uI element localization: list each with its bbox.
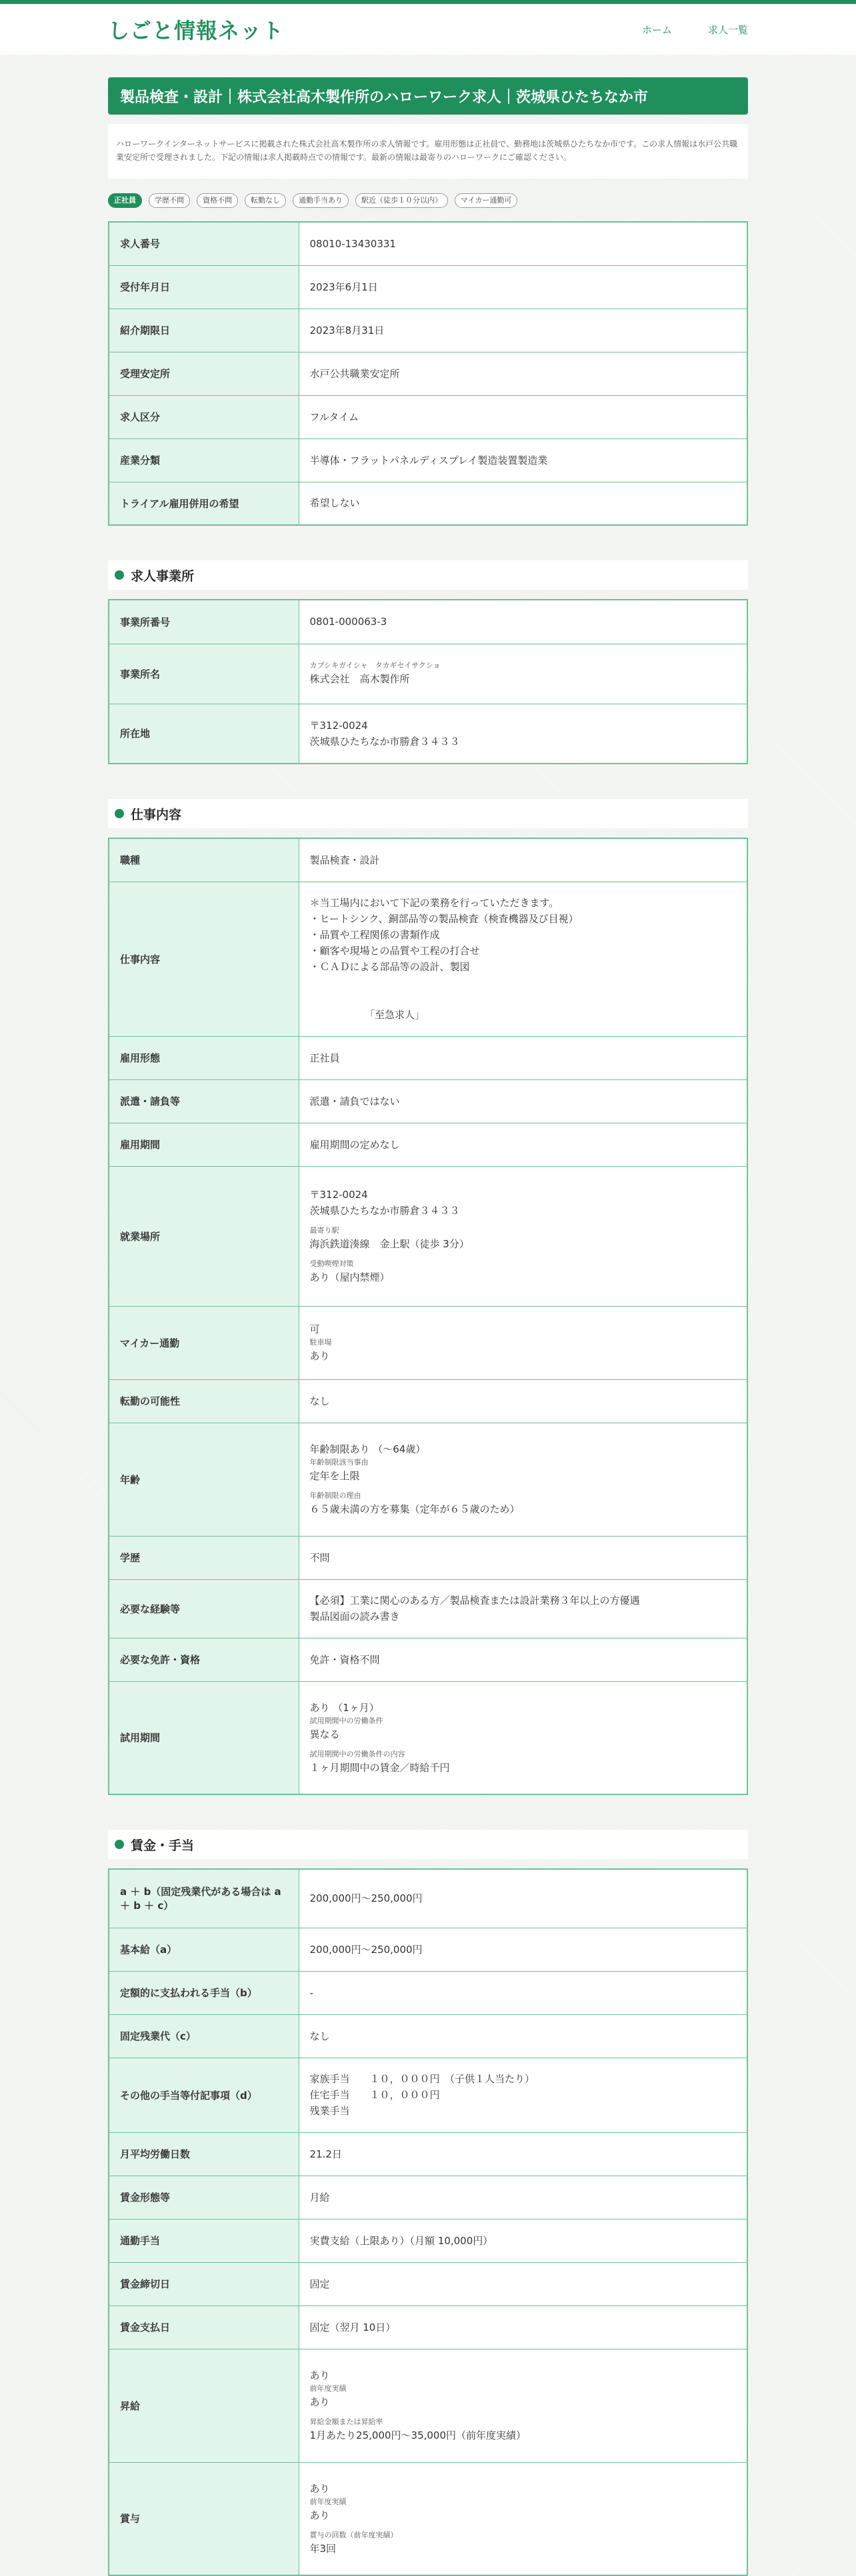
- smoking-value: あり（屋内禁煙）: [309, 1271, 390, 1283]
- heading-dot-icon: [115, 570, 124, 580]
- row-label: 学歴: [109, 1536, 299, 1579]
- row-label: 事業所名: [109, 644, 299, 704]
- table-row: [109, 1928, 747, 1971]
- nav-job-list-link[interactable]: 求人一覧: [707, 23, 748, 36]
- site-logo[interactable]: しごと情報ネット: [108, 18, 285, 43]
- table-row: [109, 1079, 747, 1123]
- office-name-cell: [299, 644, 747, 704]
- summary-table: [108, 221, 748, 526]
- row-label: 必要な免許・資格: [109, 1638, 299, 1681]
- age-case-value: 定年を上限: [309, 1470, 360, 1482]
- license-value: 免許・資格不問: [299, 1638, 747, 1681]
- table-row: [109, 2058, 747, 2132]
- row-label: 受付年月日: [109, 265, 299, 309]
- row-label: 雇用期間: [109, 1123, 299, 1166]
- fixed-value: -: [299, 1971, 747, 2014]
- raise-amount-caption: 昇給金額または昇給率: [309, 2417, 383, 2426]
- table-row: [109, 600, 747, 644]
- experience-value: 【必須】工業に関心のある方／製品検査または設計業務３年以上の方優遇 製品図面の読み書き: [299, 1579, 747, 1638]
- bonus-prev-caption: 前年度実績: [309, 2497, 347, 2506]
- table-row: [109, 2219, 747, 2262]
- row-label: 賃金支払日: [109, 2305, 299, 2349]
- raise-prev-value: あり: [309, 2396, 330, 2408]
- form-value: 月給: [299, 2176, 747, 2219]
- section-heading-office: [108, 560, 748, 590]
- raise-value: あり: [309, 2369, 330, 2381]
- wage-table: [108, 1868, 748, 2576]
- bonus-prev-value: あり: [309, 2509, 330, 2521]
- trial-cell: [299, 1681, 747, 1794]
- tag-transfer: 転勤なし: [245, 193, 286, 208]
- age-cell: [299, 1423, 747, 1536]
- row-value: 08010-13430331: [299, 222, 747, 265]
- row-label: 試用期間: [109, 1681, 299, 1794]
- office-address-cell: [299, 704, 747, 764]
- row-label: その他の手当等付記事項（d）: [109, 2058, 299, 2132]
- row-label: 派遣・請負等: [109, 1079, 299, 1123]
- table-row: [109, 265, 747, 309]
- row-label: 求人区分: [109, 395, 299, 438]
- bonus-count-value: 年3回: [309, 2542, 337, 2555]
- table-row: [109, 438, 747, 482]
- row-label: トライアル雇用併用の希望: [109, 482, 299, 525]
- bonus-cell: [299, 2462, 747, 2575]
- age-value: 年齢制限あり （～64歳）: [309, 1443, 426, 1455]
- occupation-value: 製品検査・設計: [299, 838, 747, 882]
- section-heading-text: 賃金・手当: [131, 1838, 195, 1853]
- education-value: 不問: [299, 1536, 747, 1579]
- table-row: [109, 838, 747, 882]
- dispatch-value: 派遣・請負ではない: [299, 1079, 747, 1123]
- table-row: [109, 352, 747, 395]
- table-row: [109, 1379, 747, 1423]
- row-label: 雇用形態: [109, 1036, 299, 1079]
- office-number: 0801-000063-3: [299, 600, 747, 644]
- tag-license: 資格不問: [197, 193, 238, 208]
- table-row: [109, 1036, 747, 1079]
- spacer: [310, 2410, 737, 2417]
- raise-amount-value: 1月あたり25,000円〜35,000円（前年度実績）: [309, 2429, 527, 2441]
- trial-detail-value: １ヶ月期間中の賃金／時給千円: [309, 1761, 450, 1774]
- table-row: [109, 1123, 747, 1166]
- page-title: 製品検査・設計｜株式会社高木製作所のハローワーク求人｜茨城県ひたちなか市: [108, 77, 748, 115]
- overtime-value: なし: [299, 2014, 747, 2058]
- table-row: [109, 2305, 747, 2349]
- period-value: 雇用期間の定めなし: [299, 1123, 747, 1166]
- row-label: 基本給（a）: [109, 1928, 299, 1971]
- row-label: 賃金形態等: [109, 2176, 299, 2219]
- row-label: 通勤手当: [109, 2219, 299, 2262]
- table-row: [109, 222, 747, 265]
- bonus-count-caption: 賞与の回数（前年度実績）: [309, 2530, 398, 2539]
- table-row: [109, 2132, 747, 2176]
- section-heading-wage: [108, 1830, 748, 1859]
- row-label: 職種: [109, 838, 299, 882]
- row-label: 賞与: [109, 2462, 299, 2575]
- station-value: 海浜鉄道湊線 金上駅（徒歩 3分）: [309, 1238, 469, 1250]
- trial-value: あり （1ヶ月）: [309, 1701, 379, 1714]
- table-row: [109, 1681, 747, 1794]
- location-zip: 〒312-0024: [309, 1189, 368, 1201]
- row-value: フルタイム: [299, 395, 747, 438]
- tag-near-station: 駅近（徒歩１０分以内）: [355, 193, 448, 208]
- row-value: 2023年8月31日: [299, 309, 747, 352]
- tag-car-commute: マイカー通勤可: [455, 193, 517, 208]
- row-label: 定額的に支払われる手当（b）: [109, 1971, 299, 2014]
- row-value: 2023年6月1日: [299, 265, 747, 309]
- spacer: [310, 1742, 737, 1749]
- job-description: ＊当工場内において下記の業務を行っていただきます。 ・ヒートシンク、銅部品等の製品検査（検査機器及び目視） ・品質や工程関係の書類作成 ・顧客や現場との品質や工程の打合せ ・ＣＡＤによる部品等の設計、製図 「至急求人」: [299, 882, 747, 1036]
- employment-value: 正社員: [299, 1036, 747, 1079]
- row-value: 半導体・フラットパネルディスプレイ製造装置製造業: [299, 438, 747, 482]
- row-value: 水戸公共職業安定所: [299, 352, 747, 395]
- site-header: [0, 4, 856, 55]
- table-row: [109, 1423, 747, 1536]
- commute-value: 実費支給（上限あり）（月額 10,000円）: [299, 2219, 747, 2262]
- table-row: [109, 482, 747, 525]
- main-content: [108, 55, 748, 2576]
- days-value: 21.2日: [299, 2132, 747, 2176]
- age-reason-caption: 年齢制限の理由: [309, 1491, 361, 1500]
- table-row: [109, 309, 747, 352]
- table-row: [109, 704, 747, 764]
- table-row: [109, 395, 747, 438]
- intro-text: ハローワークインターネットサービスに掲載された株式会社高木製作所の求人情報です。雇用形態は正社員で、勤務地は茨城県ひたちなか市です。この求人情報は水戸公共職業安定所で受理されました。下記の情報は求人掲載時点での情報です。最新の情報は最寄りのハローワークにご確認ください。: [108, 124, 748, 179]
- age-reason-value: ６５歳未満の方を募集（定年が６５歳のため）: [309, 1503, 520, 1515]
- tag-commute-allowance: 通勤手当あり: [293, 193, 349, 208]
- global-nav: [642, 23, 748, 37]
- payday-value: 固定（翌月 10日）: [299, 2305, 747, 2349]
- table-row: [109, 1869, 747, 1928]
- row-label: 就業場所: [109, 1166, 299, 1306]
- table-row: [109, 2176, 747, 2219]
- row-label: a ＋ b（固定残業代がある場合は a ＋ b ＋ c）: [109, 1869, 299, 1928]
- trial-detail-caption: 試用期間中の労働条件の内容: [309, 1749, 405, 1758]
- spacer: [310, 1219, 737, 1225]
- other-allowance-value: 家族手当 １０，０００円 （子供１人当たり） 住宅手当 １０，０００円 残業手当: [299, 2058, 747, 2132]
- row-label: 所在地: [109, 704, 299, 764]
- table-row: [109, 644, 747, 704]
- section-heading-job: [108, 799, 748, 828]
- office-address: 茨城県ひたちなか市勝倉３４３３: [309, 735, 460, 748]
- table-row: [109, 1536, 747, 1579]
- table-row: [109, 2014, 747, 2058]
- trial-cond-caption: 試用期間中の労働条件: [309, 1716, 383, 1725]
- cutoff-value: 固定: [299, 2262, 747, 2305]
- row-label: 事業所番号: [109, 600, 299, 644]
- row-label: 紹介期限日: [109, 309, 299, 352]
- row-label: 求人番号: [109, 222, 299, 265]
- table-row: [109, 1166, 747, 1306]
- bonus-value: あり: [309, 2482, 330, 2495]
- row-label: 年齢: [109, 1423, 299, 1536]
- row-label: 必要な経験等: [109, 1579, 299, 1638]
- table-row: [109, 2462, 747, 2575]
- base-value: 200,000円〜250,000円: [299, 1928, 747, 1971]
- spacer: [310, 2523, 737, 2530]
- table-row: [109, 1971, 747, 2014]
- table-row: [109, 882, 747, 1036]
- table-row: [109, 2262, 747, 2305]
- row-label: 賃金締切日: [109, 2262, 299, 2305]
- car-cell: [299, 1306, 747, 1379]
- ab-value: 200,000円〜250,000円: [299, 1869, 747, 1928]
- tag-employment: 正社員: [108, 193, 142, 208]
- row-label: 昇給: [109, 2349, 299, 2462]
- age-case-caption: 年齢制限該当事由: [309, 1458, 369, 1467]
- job-table: [108, 838, 748, 1795]
- parking-value: あり: [309, 1350, 330, 1362]
- row-label: 受理安定所: [109, 352, 299, 395]
- feature-tags: [108, 193, 748, 208]
- office-name-kana: カブシキガイシャ タカギセイサクショ: [309, 661, 441, 670]
- row-label: 仕事内容: [109, 882, 299, 1036]
- table-row: [109, 1579, 747, 1638]
- section-heading-text: 求人事業所: [131, 568, 195, 584]
- station-caption: 最寄り駅: [309, 1226, 339, 1235]
- row-label: 産業分類: [109, 438, 299, 482]
- tag-education: 学歴不問: [149, 193, 190, 208]
- spacer: [310, 1252, 737, 1259]
- office-table: [108, 599, 748, 764]
- row-label: 固定残業代（c）: [109, 2014, 299, 2058]
- spacer: [310, 1484, 737, 1491]
- raise-cell: [299, 2349, 747, 2462]
- heading-dot-icon: [115, 1840, 124, 1849]
- office-name: 株式会社 高木製作所: [309, 673, 410, 685]
- car-value: 可: [309, 1323, 320, 1335]
- location-cell: [299, 1166, 747, 1306]
- raise-prev-caption: 前年度実績: [309, 2384, 347, 2393]
- row-label: マイカー通勤: [109, 1306, 299, 1379]
- office-zip: 〒312-0024: [309, 719, 368, 732]
- location-address: 茨城県ひたちなか市勝倉３４３３: [309, 1205, 460, 1217]
- row-label: 転勤の可能性: [109, 1379, 299, 1423]
- trial-cond-value: 異なる: [309, 1728, 340, 1740]
- nav-home-link[interactable]: ホーム: [641, 23, 672, 36]
- heading-dot-icon: [115, 809, 124, 818]
- transfer-value: なし: [299, 1379, 747, 1423]
- section-heading-text: 仕事内容: [131, 807, 182, 822]
- row-label: 月平均労働日数: [109, 2132, 299, 2176]
- row-value: 希望しない: [299, 482, 747, 525]
- smoking-caption: 受動喫煙対策: [309, 1259, 354, 1268]
- table-row: [109, 1638, 747, 1681]
- table-row: [109, 2349, 747, 2462]
- table-row: [109, 1306, 747, 1379]
- parking-caption: 駐車場: [309, 1338, 332, 1347]
